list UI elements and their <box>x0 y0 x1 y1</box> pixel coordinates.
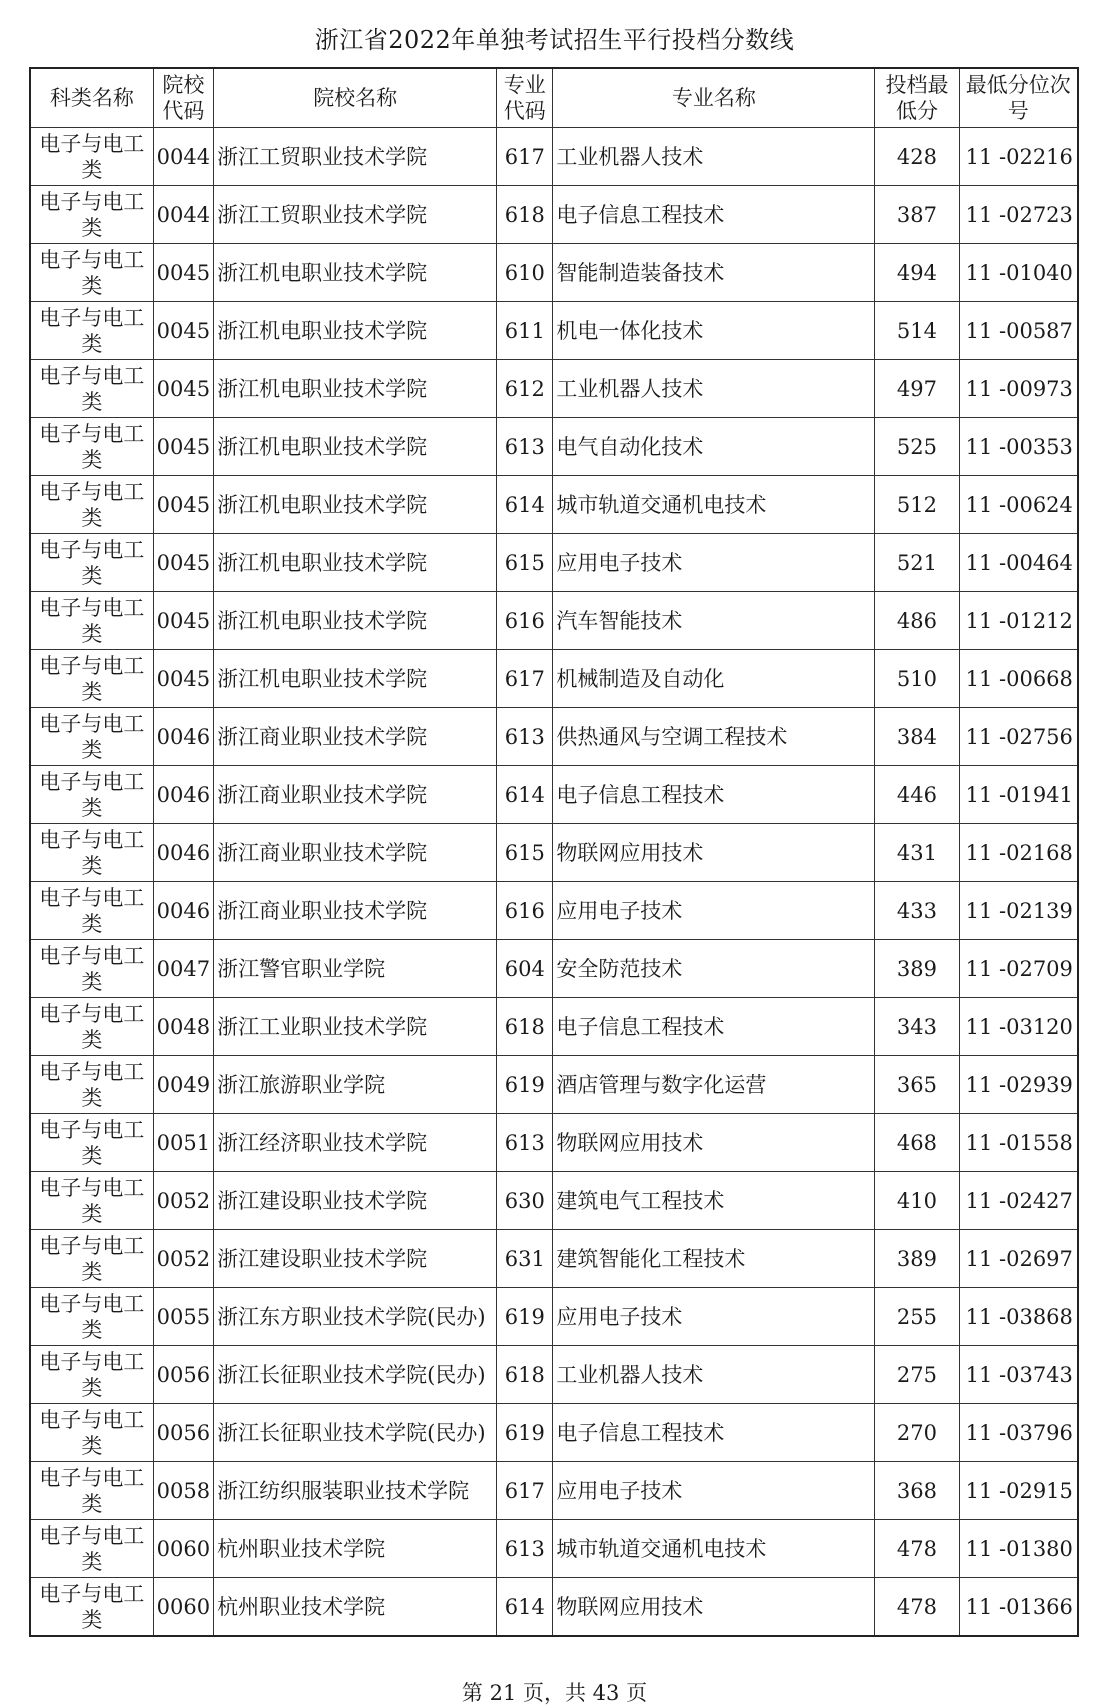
cell-major-code: 619 <box>497 1288 553 1346</box>
cell-category: 电子与电工类 <box>30 1462 153 1520</box>
table-row <box>30 186 1078 244</box>
cell-min-score: 497 <box>875 360 959 418</box>
cell-school-name: 浙江商业职业技术学院 <box>214 708 497 766</box>
header-min-score: 投档最低分 <box>875 68 959 128</box>
cell-min-score: 410 <box>875 1172 959 1230</box>
cell-category: 电子与电工类 <box>30 244 153 302</box>
cell-min-score: 343 <box>875 998 959 1056</box>
cell-school-name: 浙江工贸职业技术学院 <box>214 186 497 244</box>
cell-major-code: 613 <box>497 1520 553 1578</box>
table-row <box>30 1056 1078 1114</box>
cell-min-rank: 11 -00624 <box>959 476 1078 534</box>
cell-min-score: 521 <box>875 534 959 592</box>
cell-school-code: 0047 <box>153 940 214 998</box>
cell-school-name: 浙江长征职业技术学院(民办) <box>214 1404 497 1462</box>
cell-major-code: 631 <box>497 1230 553 1288</box>
cell-major-code: 630 <box>497 1172 553 1230</box>
score-table <box>29 67 1079 1637</box>
cell-school-code: 0045 <box>153 592 214 650</box>
cell-major-name: 物联网应用技术 <box>553 824 875 882</box>
cell-min-rank: 11 -02756 <box>959 708 1078 766</box>
cell-min-score: 275 <box>875 1346 959 1404</box>
cell-school-code: 0046 <box>153 708 214 766</box>
cell-school-code: 0046 <box>153 882 214 940</box>
cell-school-name: 浙江机电职业技术学院 <box>214 534 497 592</box>
cell-major-name: 工业机器人技术 <box>553 128 875 186</box>
cell-major-code: 615 <box>497 824 553 882</box>
cell-major-code: 614 <box>497 766 553 824</box>
cell-min-rank: 11 -02709 <box>959 940 1078 998</box>
cell-min-rank: 11 -02915 <box>959 1462 1078 1520</box>
cell-major-name: 物联网应用技术 <box>553 1114 875 1172</box>
table-row <box>30 1114 1078 1172</box>
cell-major-code: 616 <box>497 592 553 650</box>
cell-major-name: 电子信息工程技术 <box>553 998 875 1056</box>
cell-category: 电子与电工类 <box>30 302 153 360</box>
cell-min-score: 510 <box>875 650 959 708</box>
table-row <box>30 418 1078 476</box>
cell-min-score: 514 <box>875 302 959 360</box>
cell-major-name: 供热通风与空调工程技术 <box>553 708 875 766</box>
cell-school-code: 0055 <box>153 1288 214 1346</box>
header-school-code: 院校代码 <box>153 68 214 128</box>
cell-min-score: 270 <box>875 1404 959 1462</box>
cell-major-code: 613 <box>497 418 553 476</box>
cell-major-name: 建筑电气工程技术 <box>553 1172 875 1230</box>
cell-school-name: 浙江机电职业技术学院 <box>214 650 497 708</box>
cell-school-name: 浙江工业职业技术学院 <box>214 998 497 1056</box>
cell-major-code: 616 <box>497 882 553 940</box>
cell-school-name: 浙江商业职业技术学院 <box>214 882 497 940</box>
table-row <box>30 1462 1078 1520</box>
cell-school-code: 0044 <box>153 128 214 186</box>
cell-major-code: 612 <box>497 360 553 418</box>
cell-school-code: 0045 <box>153 244 214 302</box>
table-row <box>30 534 1078 592</box>
cell-min-rank: 11 -03868 <box>959 1288 1078 1346</box>
cell-min-score: 525 <box>875 418 959 476</box>
cell-category: 电子与电工类 <box>30 1404 153 1462</box>
page-title: 浙江省2022年单独考试招生平行投档分数线 <box>314 26 795 54</box>
cell-category: 电子与电工类 <box>30 360 153 418</box>
cell-major-name: 酒店管理与数字化运营 <box>553 1056 875 1114</box>
cell-school-name: 浙江旅游职业学院 <box>214 1056 497 1114</box>
cell-major-name: 物联网应用技术 <box>553 1578 875 1637</box>
cell-category: 电子与电工类 <box>30 1346 153 1404</box>
table-row <box>30 882 1078 940</box>
cell-major-name: 应用电子技术 <box>553 534 875 592</box>
cell-major-name: 智能制造装备技术 <box>553 244 875 302</box>
cell-school-code: 0049 <box>153 1056 214 1114</box>
cell-category: 电子与电工类 <box>30 650 153 708</box>
cell-school-code: 0058 <box>153 1462 214 1520</box>
cell-school-code: 0056 <box>153 1346 214 1404</box>
cell-min-rank: 11 -00668 <box>959 650 1078 708</box>
cell-school-name: 浙江商业职业技术学院 <box>214 766 497 824</box>
header-school-name: 院校名称 <box>214 68 497 128</box>
cell-school-name: 杭州职业技术学院 <box>214 1578 497 1637</box>
cell-min-score: 512 <box>875 476 959 534</box>
cell-min-rank: 11 -02939 <box>959 1056 1078 1114</box>
cell-major-code: 617 <box>497 650 553 708</box>
cell-school-code: 0060 <box>153 1578 214 1637</box>
table-row <box>30 1404 1078 1462</box>
cell-min-score: 431 <box>875 824 959 882</box>
cell-school-name: 浙江纺织服装职业技术学院 <box>214 1462 497 1520</box>
cell-min-rank: 11 -00973 <box>959 360 1078 418</box>
cell-major-code: 614 <box>497 1578 553 1637</box>
cell-min-score: 486 <box>875 592 959 650</box>
cell-major-name: 电子信息工程技术 <box>553 766 875 824</box>
cell-category: 电子与电工类 <box>30 128 153 186</box>
table-row <box>30 360 1078 418</box>
cell-major-name: 汽车智能技术 <box>553 592 875 650</box>
cell-category: 电子与电工类 <box>30 824 153 882</box>
cell-min-rank: 11 -00353 <box>959 418 1078 476</box>
cell-category: 电子与电工类 <box>30 882 153 940</box>
cell-school-code: 0051 <box>153 1114 214 1172</box>
table-row <box>30 766 1078 824</box>
cell-min-rank: 11 -01380 <box>959 1520 1078 1578</box>
header-category: 科类名称 <box>30 68 153 128</box>
cell-min-rank: 11 -03120 <box>959 998 1078 1056</box>
cell-school-name: 杭州职业技术学院 <box>214 1520 497 1578</box>
cell-major-code: 618 <box>497 998 553 1056</box>
cell-category: 电子与电工类 <box>30 418 153 476</box>
cell-category: 电子与电工类 <box>30 186 153 244</box>
cell-major-code: 619 <box>497 1404 553 1462</box>
cell-major-name: 建筑智能化工程技术 <box>553 1230 875 1288</box>
cell-min-rank: 11 -00587 <box>959 302 1078 360</box>
header-major-name: 专业名称 <box>553 68 875 128</box>
cell-category: 电子与电工类 <box>30 1056 153 1114</box>
cell-school-name: 浙江建设职业技术学院 <box>214 1230 497 1288</box>
cell-major-name: 机械制造及自动化 <box>553 650 875 708</box>
cell-major-name: 应用电子技术 <box>553 1288 875 1346</box>
cell-major-name: 城市轨道交通机电技术 <box>553 1520 875 1578</box>
page-footer: 第 21 页，共 43 页 <box>461 1681 648 1705</box>
table-body <box>30 128 1078 1637</box>
cell-min-score: 494 <box>875 244 959 302</box>
cell-school-code: 0046 <box>153 824 214 882</box>
cell-school-code: 0046 <box>153 766 214 824</box>
cell-major-code: 619 <box>497 1056 553 1114</box>
table-row <box>30 998 1078 1056</box>
cell-school-code: 0045 <box>153 650 214 708</box>
cell-min-score: 384 <box>875 708 959 766</box>
cell-category: 电子与电工类 <box>30 1172 153 1230</box>
cell-school-code: 0045 <box>153 476 214 534</box>
cell-major-name: 应用电子技术 <box>553 1462 875 1520</box>
cell-min-score: 446 <box>875 766 959 824</box>
cell-min-rank: 11 -01366 <box>959 1578 1078 1637</box>
table-row <box>30 1288 1078 1346</box>
cell-category: 电子与电工类 <box>30 534 153 592</box>
cell-min-rank: 11 -01212 <box>959 592 1078 650</box>
cell-major-code: 613 <box>497 1114 553 1172</box>
cell-school-name: 浙江机电职业技术学院 <box>214 244 497 302</box>
table-row <box>30 1172 1078 1230</box>
cell-major-code: 611 <box>497 302 553 360</box>
cell-min-rank: 11 -03796 <box>959 1404 1078 1462</box>
cell-category: 电子与电工类 <box>30 940 153 998</box>
cell-min-score: 433 <box>875 882 959 940</box>
cell-min-score: 389 <box>875 1230 959 1288</box>
table-row <box>30 244 1078 302</box>
table-header-row <box>30 68 1078 128</box>
table-row <box>30 302 1078 360</box>
cell-school-name: 浙江商业职业技术学院 <box>214 824 497 882</box>
cell-category: 电子与电工类 <box>30 1578 153 1637</box>
table-row <box>30 1230 1078 1288</box>
cell-school-code: 0045 <box>153 418 214 476</box>
cell-major-code: 614 <box>497 476 553 534</box>
cell-min-rank: 11 -01941 <box>959 766 1078 824</box>
table-row <box>30 650 1078 708</box>
cell-major-name: 应用电子技术 <box>553 882 875 940</box>
cell-min-rank: 11 -01558 <box>959 1114 1078 1172</box>
cell-major-name: 电子信息工程技术 <box>553 186 875 244</box>
cell-school-code: 0045 <box>153 360 214 418</box>
cell-category: 电子与电工类 <box>30 766 153 824</box>
cell-school-code: 0056 <box>153 1404 214 1462</box>
cell-min-score: 389 <box>875 940 959 998</box>
table-row <box>30 1520 1078 1578</box>
cell-school-name: 浙江东方职业技术学院(民办) <box>214 1288 497 1346</box>
cell-category: 电子与电工类 <box>30 1230 153 1288</box>
cell-category: 电子与电工类 <box>30 592 153 650</box>
cell-school-name: 浙江经济职业技术学院 <box>214 1114 497 1172</box>
cell-min-rank: 11 -02723 <box>959 186 1078 244</box>
cell-category: 电子与电工类 <box>30 998 153 1056</box>
cell-min-score: 428 <box>875 128 959 186</box>
cell-min-score: 478 <box>875 1578 959 1637</box>
cell-school-name: 浙江机电职业技术学院 <box>214 592 497 650</box>
cell-min-rank: 11 -02139 <box>959 882 1078 940</box>
cell-min-rank: 11 -02427 <box>959 1172 1078 1230</box>
cell-school-name: 浙江机电职业技术学院 <box>214 476 497 534</box>
cell-min-score: 365 <box>875 1056 959 1114</box>
cell-min-score: 387 <box>875 186 959 244</box>
cell-min-score: 368 <box>875 1462 959 1520</box>
cell-major-name: 工业机器人技术 <box>553 360 875 418</box>
cell-major-code: 615 <box>497 534 553 592</box>
cell-min-rank: 11 -03743 <box>959 1346 1078 1404</box>
header-major-code: 专业代码 <box>497 68 553 128</box>
cell-min-rank: 11 -01040 <box>959 244 1078 302</box>
cell-major-name: 电气自动化技术 <box>553 418 875 476</box>
table-row <box>30 824 1078 882</box>
cell-category: 电子与电工类 <box>30 476 153 534</box>
cell-min-score: 478 <box>875 1520 959 1578</box>
cell-school-code: 0045 <box>153 302 214 360</box>
table-row <box>30 592 1078 650</box>
cell-major-code: 618 <box>497 186 553 244</box>
cell-school-name: 浙江机电职业技术学院 <box>214 302 497 360</box>
table-row <box>30 128 1078 186</box>
cell-category: 电子与电工类 <box>30 1114 153 1172</box>
cell-category: 电子与电工类 <box>30 708 153 766</box>
table-row <box>30 940 1078 998</box>
cell-major-name: 工业机器人技术 <box>553 1346 875 1404</box>
cell-major-name: 电子信息工程技术 <box>553 1404 875 1462</box>
cell-school-code: 0052 <box>153 1230 214 1288</box>
cell-min-rank: 11 -02168 <box>959 824 1078 882</box>
table-row <box>30 1578 1078 1637</box>
table-row <box>30 476 1078 534</box>
cell-major-code: 604 <box>497 940 553 998</box>
cell-major-code: 610 <box>497 244 553 302</box>
cell-school-name: 浙江长征职业技术学院(民办) <box>214 1346 497 1404</box>
cell-school-name: 浙江工贸职业技术学院 <box>214 128 497 186</box>
cell-school-name: 浙江机电职业技术学院 <box>214 360 497 418</box>
cell-min-rank: 11 -02216 <box>959 128 1078 186</box>
cell-school-code: 0052 <box>153 1172 214 1230</box>
header-min-rank: 最低分位次号 <box>959 68 1078 128</box>
cell-min-score: 255 <box>875 1288 959 1346</box>
cell-school-code: 0044 <box>153 186 214 244</box>
cell-school-code: 0060 <box>153 1520 214 1578</box>
cell-major-code: 617 <box>497 1462 553 1520</box>
cell-min-rank: 11 -00464 <box>959 534 1078 592</box>
cell-major-code: 618 <box>497 1346 553 1404</box>
cell-major-name: 城市轨道交通机电技术 <box>553 476 875 534</box>
cell-min-rank: 11 -02697 <box>959 1230 1078 1288</box>
cell-school-code: 0045 <box>153 534 214 592</box>
cell-category: 电子与电工类 <box>30 1288 153 1346</box>
cell-major-code: 613 <box>497 708 553 766</box>
cell-min-score: 468 <box>875 1114 959 1172</box>
table-row <box>30 708 1078 766</box>
cell-school-name: 浙江警官职业学院 <box>214 940 497 998</box>
cell-school-name: 浙江机电职业技术学院 <box>214 418 497 476</box>
table-row <box>30 1346 1078 1404</box>
cell-category: 电子与电工类 <box>30 1520 153 1578</box>
cell-major-code: 617 <box>497 128 553 186</box>
cell-school-name: 浙江建设职业技术学院 <box>214 1172 497 1230</box>
cell-major-name: 机电一体化技术 <box>553 302 875 360</box>
cell-major-name: 安全防范技术 <box>553 940 875 998</box>
cell-school-code: 0048 <box>153 998 214 1056</box>
